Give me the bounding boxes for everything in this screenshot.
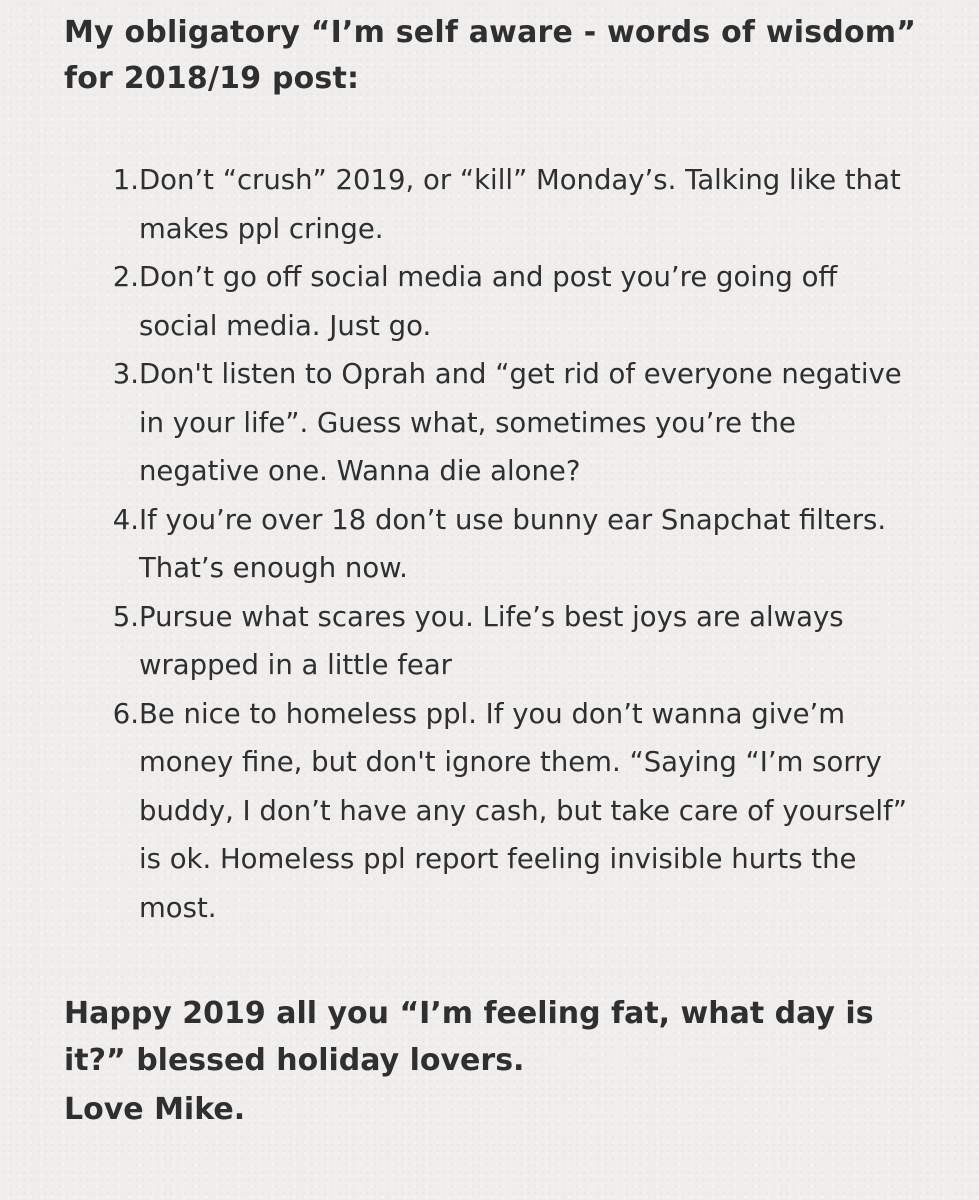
list-item-text: Be nice to homeless ppl. If you don’t wanna give’m money fine, but don't ignore them. “Saying “I’m sorry buddy, I don’t have any cash, but take care of yourself” is ok. Homeless ppl report feeling invisible hurts the most.	[139, 697, 907, 924]
list-item-number: 1.	[112, 164, 139, 196]
list-item-number: 4.	[112, 503, 139, 536]
list-item	[64, 253, 944, 350]
closing-message: Happy 2019 all you “I’m feeling fat, what day is it?” blessed holiday lovers.	[64, 996, 874, 1078]
list-item-number: 5.	[112, 600, 139, 633]
list-item-number: 6.	[112, 697, 139, 730]
list-item	[64, 350, 944, 496]
list-item	[64, 496, 944, 593]
list-item-number: 3.	[112, 358, 139, 390]
list-item-text: Don't listen to Oprah and “get rid of everyone negative in your life”. Guess what, sometimes you’re the negative one. Wanna die alone?	[139, 358, 902, 487]
note-document	[64, 10, 944, 1133]
list-item	[64, 690, 944, 933]
list-item-text: Pursue what scares you. Life’s best joys are always wrapped in a little fear	[139, 600, 844, 681]
list-item-text: Don’t go off social media and post you’re going off social media. Just go.	[139, 261, 838, 342]
list-item	[64, 593, 944, 690]
signoff: Love Mike.	[64, 1092, 246, 1127]
list-item-text: If you’re over 18 don’t use bunny ear Snapchat filters. That’s enough now.	[139, 503, 887, 584]
list-item-number: 2.	[112, 261, 139, 293]
wisdom-list	[64, 156, 944, 932]
note-title: My obligatory “I’m self aware - words of wisdom” for 2018/19 post:	[64, 15, 917, 96]
list-item-text: Don’t “crush” 2019, or “kill” Monday’s. Talking like that makes ppl cringe.	[139, 164, 901, 245]
list-item	[64, 156, 944, 253]
